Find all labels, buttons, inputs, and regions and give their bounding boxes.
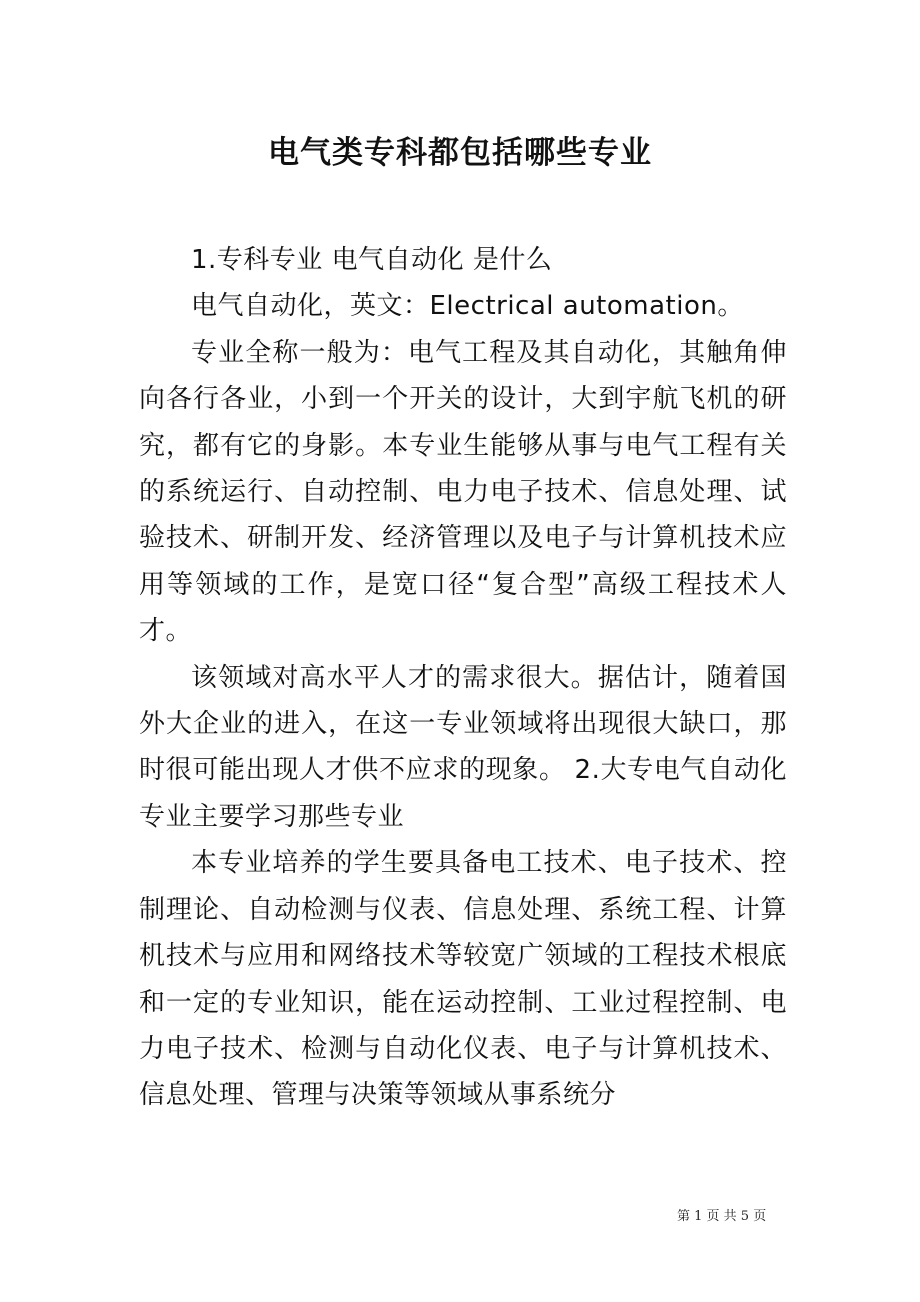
document-body (139, 237, 787, 1119)
document-title: 电气类专科都包括哪些专业 (268, 135, 652, 171)
paragraph-definition: 电气自动化，英文：Electrical automation。 (191, 291, 744, 322)
paragraph-demand: 该领域对高水平人才的需求很大。据估计，随着国外大企业的进入，在这一专业领域将出现很大缺口，那时很可能出现人才供不应求的现象。 2.大专电气自动化专业主要学习那些专业 (139, 662, 787, 832)
paragraph-curriculum: 本专业培养的学生要具备电工技术、电子技术、控制理论、自动检测与仪表、信息处理、系统工程、计算机技术与应用和网络技术等较宽广领域的工程技术根底和一定的专业知识，能在运动控制、工业过程控制、电力电子技术、检测与自动化仪表、电子与计算机技术、信息处理、管理与决策等领域从事系统分 (139, 848, 787, 1111)
paragraph-description: 专业全称一般为：电气工程及其自动化，其触角伸向各行各业，小到一个开关的设计，大到宇航飞机的研究，都有它的身影。本专业生能够从事与电气工程有关的系统运行、自动控制、电力电子技术、信息处理、试验技术、研制开发、经济管理以及电子与计算机技术应用等领域的工作，是宽口径“复合型”高级工程技术人才。 (139, 337, 787, 647)
section-heading-1: 1.专科专业 电气自动化 是什么 (191, 245, 553, 275)
page-number-footer: 第 1 页 共 5 页 (677, 1209, 767, 1224)
